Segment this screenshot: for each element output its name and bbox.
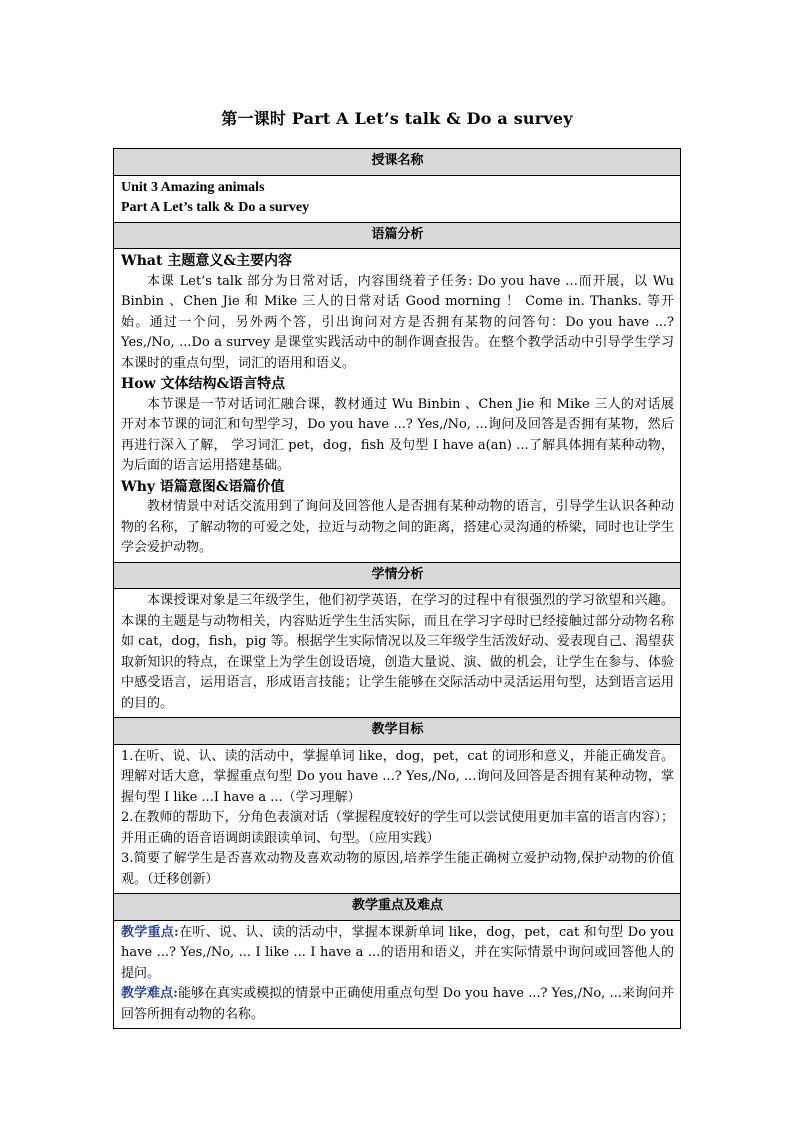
section-header-row — [114, 894, 681, 921]
unit-name: Unit 3 Amazing animals — [121, 179, 265, 195]
what-paragraph: 本课 Let’s talk 部分为日常对话，内容围绕着子任务: Do you have ...而开展，以 Wu Binbin 、Chen Jie 和 Mike 三人的日常对话 Good morning ！ Come in. Thanks. 等开始。通过一个问，另外两个答，引出询问对方是否拥有某物的问答句：Do you have ...? Yes,/No, ...Do a survey 是课堂实践活动中的制作调查报告。在整个教学活动中引导学生学习本课时的重点句型，词汇的语用和语义。 — [121, 273, 674, 371]
section-heading-students: 学情分析 — [114, 562, 681, 589]
goal-item-1: 1.在听、说、认、读的活动中，掌握单词 like，dog，pet，cat 的词形和意义，并能正确发音。理解对话大意，掌握重点句型 Do you have ...? Yes,/No, ...询问及回答是否拥有某种动物，掌握句型 I like ...I have a ...（学习理解） — [121, 748, 674, 805]
students-paragraph: 本课授课对象是三年级学生，他们初学英语，在学习的过程中有很强烈的学习欲望和兴趣。本课的主题是与动物相关，内容贴近学生生活实际，而且在学习字母时已经接触过部分动物名称如 cat，dog，fish，pig 等。根据学生实际情况以及三年级学生活泼好动、爱表现自己、渴望获取新知识的特点，在课堂上为学生创设语境，创造大量说、演、做的机会，让学生在参与、体验中感受语言，运用语言，形成语言技能；让学生能够在交际活动中灵活运用句型，达到语言运用的目的。 — [121, 593, 674, 711]
section-heading-analysis: 语篇分析 — [114, 222, 681, 249]
difficult-point — [121, 984, 674, 1025]
goal-item-3: 3.简要了解学生是否喜欢动物及喜欢动物的原因,培养学生能正确树立爱护动物,保护动物的价值观。（迁移创新） — [121, 851, 674, 887]
course-row — [114, 175, 681, 222]
what-subtitle: What 主题意义&主要内容 — [121, 253, 292, 269]
analysis-row — [114, 249, 681, 563]
part-name: Part A Let’s talk & Do a survey — [121, 200, 310, 215]
how-subtitle: How 文体结构&语言特点 — [121, 376, 286, 392]
goals-cell — [114, 744, 681, 894]
lesson-plan-table — [113, 148, 681, 1029]
section-header-row — [114, 562, 681, 589]
key-point-text: 在听、说、认、读的活动中，掌握本课新单词 like，dog，pet，cat 和句型 Do you have ...? Yes,/No, ... I like ... I have a ...的语用和语义，并在实际情景中询问或回答他人的提问。 — [121, 924, 674, 981]
page-title: 第一课时 Part A Let’s talk & Do a survey — [221, 109, 573, 128]
section-heading-focus: 教学重点及难点 — [114, 894, 681, 921]
why-paragraph: 教材情景中对话交流用到了询问及回答他人是否拥有某种动物的语言，引导学生认识各种动物的名称，了解动物的可爱之处，拉近与动物之间的距离，搭建心灵沟通的桥梁，同时也让学生学会爱护动物。 — [121, 499, 674, 555]
goal-item-2: 2.在教师的帮助下，分角色表演对话（掌握程度较好的学生可以尝试使用更加丰富的语言内容）；并用正确的语音语调朗读跟读单词、句型。（应用实践） — [121, 810, 674, 846]
students-row — [114, 589, 681, 718]
difficult-point-text: 能够在真实或模拟的情景中正确使用重点句型 Do you have ...? Yes,/No, ...来询问并回答所拥有动物的名称。 — [121, 986, 674, 1022]
students-cell — [114, 589, 681, 718]
course-cell — [114, 175, 681, 222]
focus-cell — [114, 920, 681, 1029]
key-point — [121, 923, 674, 985]
how-paragraph: 本节课是一节对话词汇融合课，教材通过 Wu Binbin 、Chen Jie 和 Mike 三人的对话展开对本节课的词汇和句型学习，Do you have ...? Yes,/No, ...询问及回答是否拥有某物，然后再进行深入了解， 学习词汇 pet，dog，fish 及句型 I have a(an) ...了解具体拥有某种动物，为后面的语言运用搭建基础。 — [121, 396, 674, 473]
focus-row — [114, 920, 681, 1029]
difficult-point-label: 教学难点: — [121, 986, 178, 1001]
analysis-cell — [114, 249, 681, 563]
key-point-label: 教学重点: — [121, 924, 179, 940]
section-heading-goals: 教学目标 — [114, 718, 681, 745]
section-header-row — [114, 718, 681, 745]
section-header-row — [114, 149, 681, 176]
goals-row — [114, 744, 681, 894]
why-subtitle: Why 语篇意图&语篇价值 — [121, 478, 285, 495]
section-heading-course: 授课名称 — [114, 149, 681, 176]
section-header-row — [114, 222, 681, 249]
